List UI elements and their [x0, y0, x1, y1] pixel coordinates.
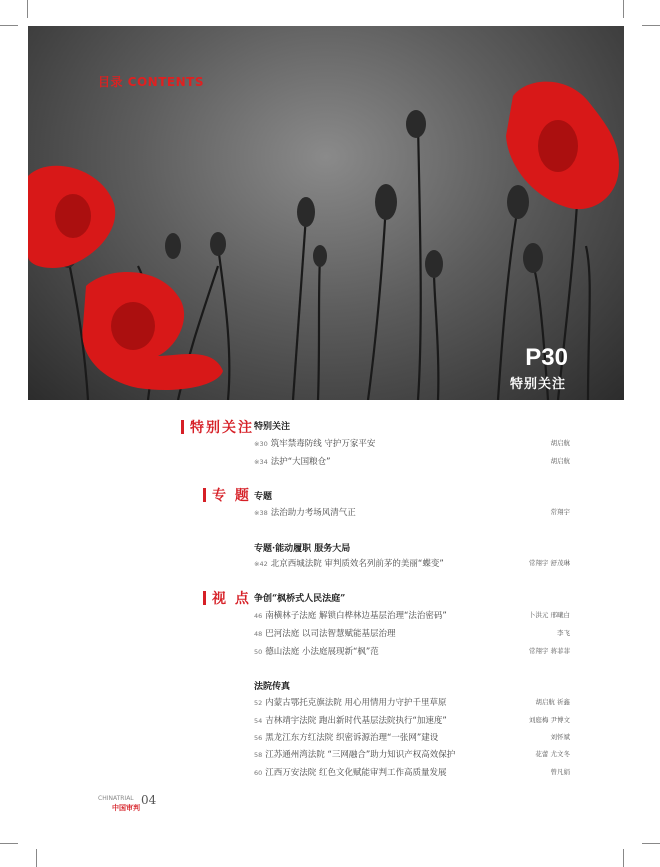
- toc-entry[interactable]: [254, 557, 570, 569]
- entry-title: 黑龙江东方红法院 织密诉源治理“一张网”建设: [265, 733, 439, 743]
- entry-title: 南横林子法庭 解锁白桦林边基层治理“法治密码”: [265, 611, 447, 621]
- crop-mark: [642, 25, 660, 26]
- section-label-topic: 专 题: [203, 485, 251, 505]
- entry-page: 48: [254, 630, 263, 638]
- entry-page: 52: [254, 699, 263, 707]
- entry-author: 胡启航: [550, 457, 570, 465]
- brand-logo-en: CHINATRIAL: [98, 795, 134, 802]
- entry-page: 58: [254, 751, 263, 759]
- toc-entry[interactable]: [254, 766, 570, 778]
- contents-title: 目录 CONTENTS: [98, 75, 204, 89]
- section-label-special: 特别关注: [181, 417, 254, 437]
- crop-mark: [36, 849, 37, 867]
- entry-title: 内蒙古鄂托克旗法院 用心用情用力守护千里草原: [265, 698, 447, 708]
- entry-page: ※38: [254, 509, 268, 517]
- subhead: 专题·能动履职 服务大局: [254, 544, 351, 554]
- entry-page: ※30: [254, 440, 268, 448]
- crop-mark: [623, 849, 624, 867]
- entry-page: ※42: [254, 560, 268, 568]
- subhead: 法院传真: [254, 682, 291, 692]
- toc-entry[interactable]: [254, 437, 570, 449]
- crop-mark: [0, 25, 18, 26]
- toc-entry[interactable]: [254, 645, 570, 657]
- entry-author: 常翔宇 舒茂琳: [528, 559, 570, 567]
- toc-entry[interactable]: [254, 714, 570, 726]
- entry-page: ※34: [254, 458, 268, 466]
- subhead: 特别关注: [254, 422, 291, 432]
- toc-entry[interactable]: [254, 506, 570, 518]
- entry-page: 46: [254, 612, 263, 620]
- entry-page: 54: [254, 717, 263, 725]
- section-label-viewpoint: 视 点: [203, 588, 251, 608]
- entry-title: 法护“大国粮仓”: [270, 457, 331, 467]
- crop-mark: [642, 843, 660, 844]
- entry-author: 刘庭梅 尹博文: [528, 716, 570, 724]
- entry-title: 北京西城法院 审判质效名列前茅的美丽“蝶变”: [270, 559, 444, 569]
- toc-entry[interactable]: [254, 731, 570, 743]
- entry-author: 曾凡娟: [550, 768, 570, 776]
- toc-entry[interactable]: [254, 455, 570, 467]
- subhead: 专题: [254, 492, 273, 502]
- entry-title: 德山法庭 小法庭展现新“枫”范: [265, 647, 379, 657]
- entry-title: 江西万安法院 红色文化赋能审判工作高质量发展: [265, 768, 447, 778]
- toc-entry[interactable]: [254, 696, 570, 708]
- entry-author: 刘怀斌: [550, 733, 570, 741]
- crop-mark: [623, 0, 624, 18]
- crop-mark: [27, 0, 28, 18]
- entry-title: 江苏通州湾法院 “三网融合”助力知识产权高效保护: [265, 750, 456, 760]
- entry-page: 60: [254, 769, 263, 777]
- entry-author: 李飞: [557, 629, 570, 637]
- toc-entry[interactable]: [254, 627, 570, 639]
- featured-label: 特别关注: [509, 377, 566, 392]
- entry-title: 吉林靖宇法院 跑出新时代基层法院执行“加速度”: [265, 716, 447, 726]
- toc-entry[interactable]: [254, 609, 570, 621]
- section-bar: [203, 488, 206, 502]
- crop-mark: [0, 843, 18, 844]
- featured-page-ref: P30: [525, 344, 568, 371]
- subhead: 争创“枫桥式人民法庭”: [254, 594, 346, 604]
- hero-image: [28, 26, 624, 400]
- entry-title: 筑牢禁毒防线 守护万家平安: [270, 439, 376, 449]
- entry-author: 胡启航: [550, 439, 570, 447]
- entry-author: 常翔宇: [550, 508, 570, 516]
- brand-logo-cn: 中国审判: [112, 804, 140, 812]
- entry-author: 花蕾 尤文冬: [535, 750, 570, 758]
- section-bar: [181, 420, 184, 434]
- entry-page: 56: [254, 734, 263, 742]
- entry-title: 巴河法庭 以司法智慧赋能基层治理: [265, 629, 396, 639]
- entry-author: 卜洪元 邢曦白: [528, 611, 570, 619]
- section-bar: [203, 591, 206, 605]
- entry-author: 胡启航 祈鑫: [535, 698, 570, 706]
- page-number: 04: [141, 793, 157, 807]
- toc-entry[interactable]: [254, 748, 570, 760]
- entry-page: 50: [254, 648, 263, 656]
- entry-author: 常翔宇 蒋菲菲: [528, 647, 570, 655]
- entry-title: 法治助力考场风清气正: [270, 508, 356, 518]
